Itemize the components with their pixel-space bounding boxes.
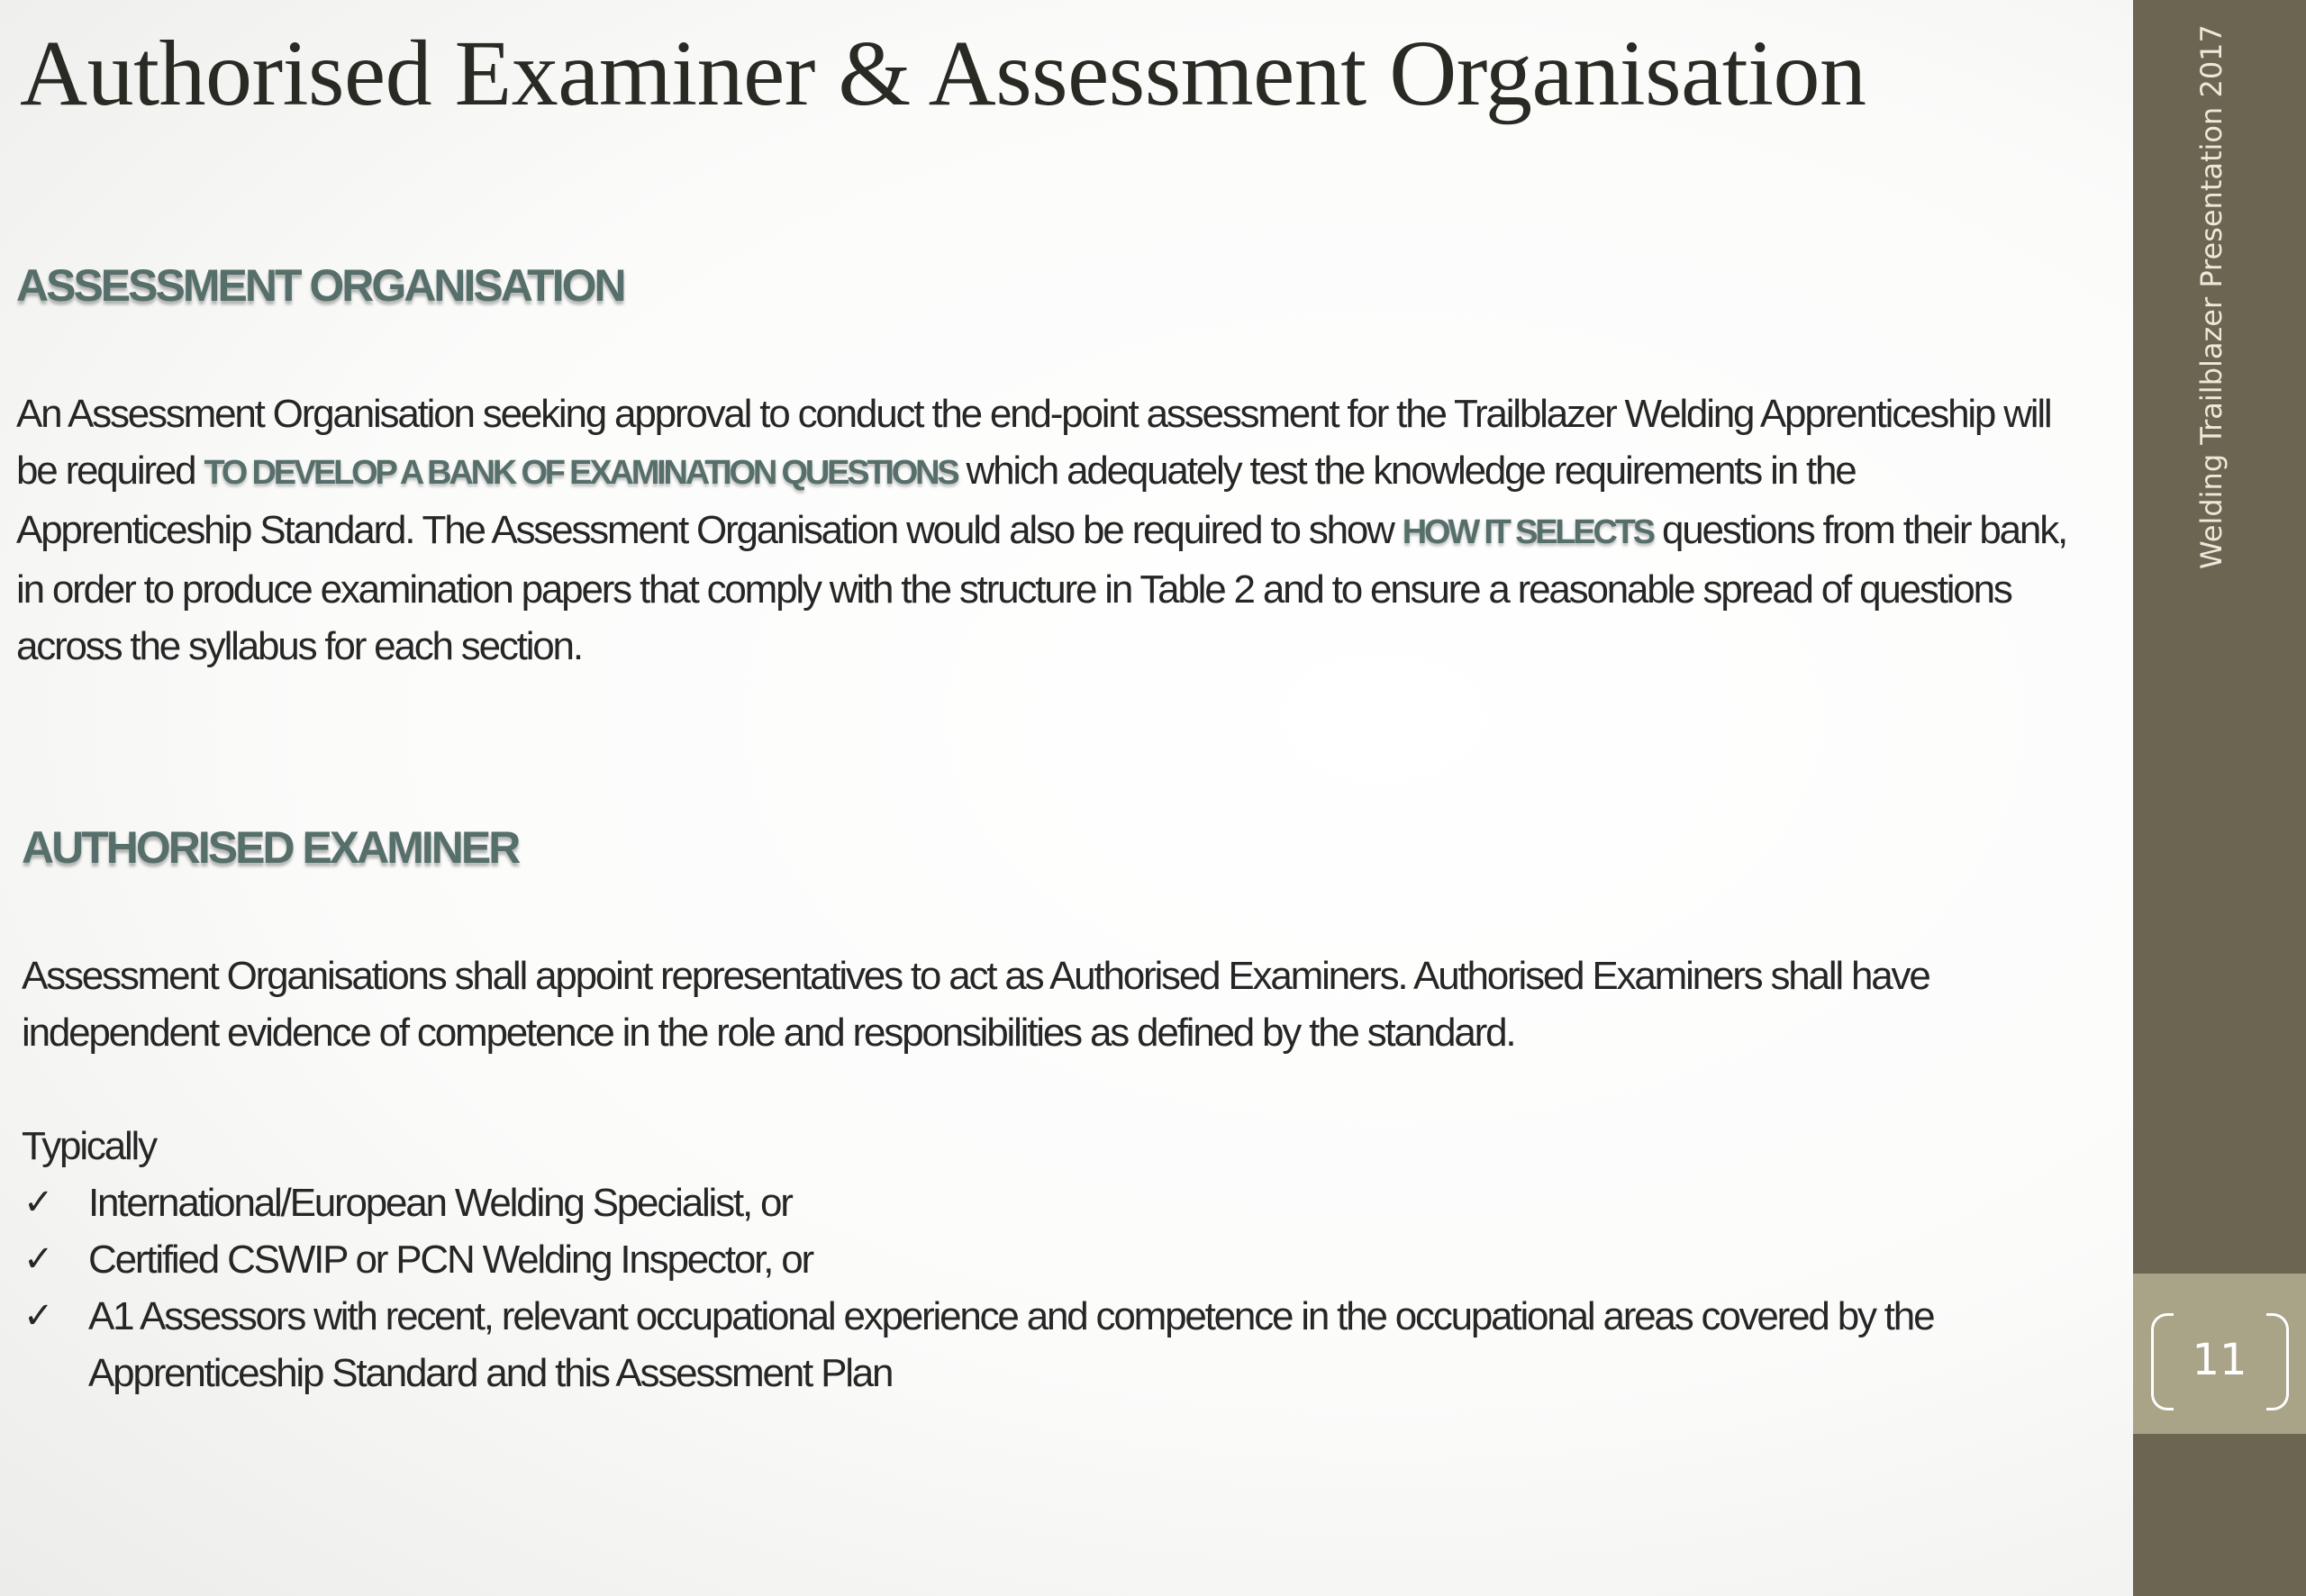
check-icon: ✓ bbox=[23, 1295, 54, 1337]
typically-label: Typically bbox=[22, 1124, 156, 1168]
highlight-how-it-selects: HOW IT SELECTS bbox=[1402, 513, 1653, 551]
list-item-text: International/European Welding Specialist, or bbox=[88, 1181, 792, 1225]
slide-title: Authorised Examiner & Assessment Organisation bbox=[20, 22, 1866, 125]
assessment-organisation-heading: ASSESSMENT ORGANISATION bbox=[16, 260, 624, 311]
check-icon: ✓ bbox=[23, 1182, 54, 1223]
authorised-examiner-paragraph: Assessment Organisations shall appoint representatives to act as Authorised Examiners. Authorised Examiners shall have independent evidence of competence in the role and responsibilities as defined by the standard. bbox=[22, 954, 1929, 1055]
authorised-examiner-heading: AUTHORISED EXAMINER bbox=[22, 822, 519, 873]
list-item bbox=[22, 1288, 2093, 1401]
check-icon: ✓ bbox=[23, 1238, 54, 1280]
sidebar-label: Welding Trailblazer Presentation 2017 bbox=[2194, 24, 2229, 569]
paragraph-text: An Assessment Organisation seeking approval to conduct the end-point assessment for the Trailblazer Welding Apprenticeship will be required bbox=[16, 392, 2051, 493]
list-item-text: Certified CSWIP or PCN Welding Inspector, or bbox=[88, 1238, 813, 1282]
assessment-organisation-paragraph bbox=[16, 385, 2088, 675]
list-item-text: A1 Assessors with recent, relevant occupational experience and competence in the occupational areas covered by the Apprenticeship Standard and this Assessment Plan bbox=[88, 1294, 1934, 1395]
paragraph-text: questions from their bank, in order to produce examination papers that comply with the structure in Table 2 and to ensure a reasonable spread of questions across the syllabus for each section. bbox=[16, 508, 2067, 668]
list-item bbox=[22, 1174, 2093, 1231]
list-item bbox=[22, 1231, 2093, 1288]
paragraph-text: which adequately test the knowledge requirements in the Apprenticeship Standard. The Assessment Organisation would also be required to show bbox=[16, 449, 1856, 552]
page-number: 11 bbox=[2192, 1335, 2247, 1385]
examiner-criteria-list bbox=[22, 1174, 2093, 1401]
highlight-develop-bank: TO DEVELOP A BANK OF EXAMINATION QUESTIONS bbox=[204, 454, 958, 492]
